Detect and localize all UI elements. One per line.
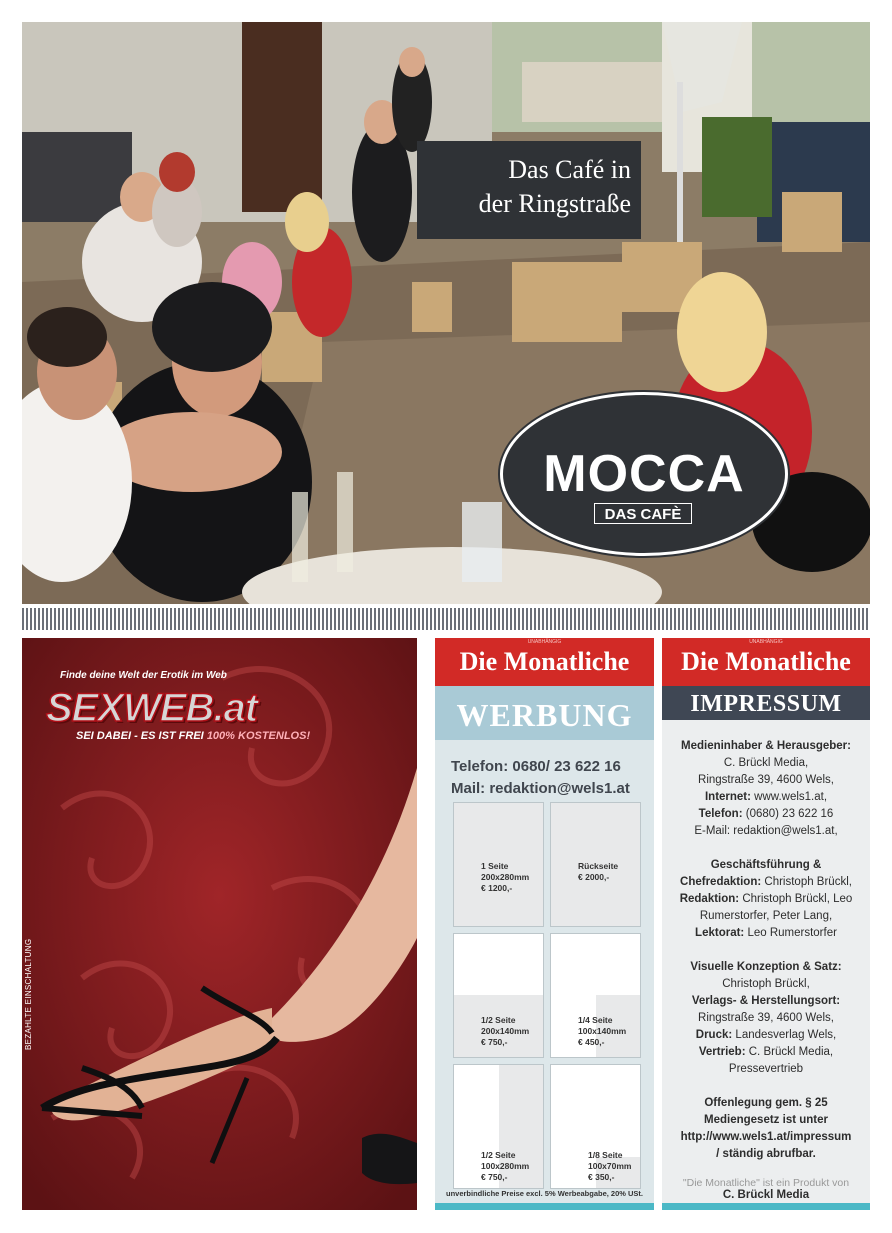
format-label [578,1015,626,1048]
mocca-logo [500,392,788,556]
format-size: 200x140mm [481,1026,530,1036]
cafe-caption-line1: Das Café in [508,155,631,184]
owner-value: C. Brückl Media, [723,757,809,769]
publisher-value: Ringstraße 39, 4600 Wels, [698,1012,834,1024]
werbung-contact [435,756,654,800]
impressum-owner-block [662,738,870,840]
design-label: Visuelle Konzeption & Satz: [690,961,842,973]
format-price: € 2000,- [578,872,610,882]
format-box-full-page [453,802,544,927]
disclosure-line-2: Mediengesetz ist unter [704,1114,828,1126]
format-price: € 1200,- [481,883,513,893]
cafe-caption-line2: der Ringstraße [478,189,631,218]
format-box-half-page-portrait [453,1064,544,1189]
werbung-footnote: unverbindliche Preise excl. 5% Werbeabgabe, 20% USt. [445,1189,644,1198]
impressum-management-block [662,857,870,942]
impressum-header-small: UNABHÄNGIG [749,639,783,645]
owner-label: Medieninhaber & Herausgeber: [681,740,851,752]
product-name: C. Brückl Media [722,1189,810,1201]
werbung-column [435,638,654,1210]
ad-logo[interactable]: SEXWEB.at [46,686,258,730]
impressum-column [662,638,870,1210]
format-size: 200x280mm [481,872,530,882]
werbung-header-small: UNABHÄNGIG [527,639,562,645]
ad-tagline: Finde deine Welt der Erotik im Web [60,670,227,681]
format-price: € 750,- [481,1172,508,1182]
disclosure-line-3[interactable]: http://www.wels1.at/impressum [680,1131,852,1143]
editorial-label: Redaktion: [679,893,740,905]
internet-label: Internet: [704,791,751,803]
format-box-half-page-landscape [453,933,544,1058]
management-label: Geschäftsführung & [710,859,822,871]
proof-value: Leo Rumerstorfer [747,927,837,939]
impressum-bottom-bar [662,1203,870,1210]
format-size: 100x70mm [588,1161,632,1171]
format-name: 1/4 Seite [578,1015,613,1025]
format-label [481,1015,529,1048]
werbung-subheader: WERBUNG [435,686,654,740]
editorial-value: Christoph Brückl, Leo [742,893,853,905]
werbung-header [435,638,654,686]
mocca-tagline: DAS CAFÈ [594,503,692,524]
format-name: 1 Seite [481,861,509,871]
email-line[interactable]: E-Mail: redaktion@wels1.at, [694,825,838,837]
impressum-subheader: IMPRESSUM [662,686,870,720]
ad-slogan-main: SEI DABEI - ES IST FREI [76,730,204,742]
ad-slogan [76,730,310,742]
format-box-quarter-page [550,933,641,1058]
format-price: € 350,- [588,1172,615,1182]
format-price: € 750,- [481,1037,508,1047]
print-value: Landesverlag Wels, [735,1029,837,1041]
mocca-brand: MOCCA [543,445,745,503]
format-label [481,861,529,894]
impressum-production-block [662,959,870,1078]
format-size: 100x140mm [578,1026,627,1036]
design-value: Christoph Brückl, [722,978,810,990]
impressum-disclosure-block [662,1095,870,1163]
internet-value[interactable]: www.wels1.at, [754,791,828,803]
striped-divider [22,608,870,630]
ad-side-note: BEZAHLTE EINSCHALTUNG [24,938,33,1050]
format-label [481,1150,529,1183]
distribution-label: Vertrieb: [698,1046,746,1058]
format-size: 100x280mm [481,1161,530,1171]
cafe-caption [417,141,641,239]
format-name: Rückseite [578,861,619,871]
disclosure-line-4: / ständig abrufbar. [716,1148,816,1160]
format-box-back-page [550,802,641,927]
proof-label: Lektorat: [695,927,745,939]
distribution-value-2: Pressevertrieb [728,1063,804,1075]
werbung-phone: Telefon: 0680/ 23 622 16 [451,758,621,775]
impressum-header-title: Die Monatliche [681,647,851,676]
werbung-mail[interactable]: Mail: redaktion@wels1.at [451,780,630,797]
werbung-header-title: Die Monatliche [459,647,630,676]
phone-label: Telefon: [698,808,743,820]
owner-address: Ringstraße 39, 4600 Wels, [698,774,834,786]
disclosure-line-1: Offenlegung gem. § 25 [704,1097,828,1109]
chief-label: Chefredaktion: [680,876,762,888]
format-box-eighth-page [550,1064,641,1189]
impressum-header [662,638,870,686]
format-name: 1/2 Seite [481,1150,516,1160]
product-note: "Die Monatliche" ist ein Produkt von [682,1177,850,1189]
print-label: Druck: [695,1029,733,1041]
publisher-label: Verlags- & Herstellungsort: [691,995,841,1007]
werbung-bottom-bar [435,1203,654,1210]
format-price: € 450,- [578,1037,605,1047]
ad-slogan-highlight: 100% KOSTENLOS! [206,730,311,742]
format-name: 1/2 Seite [481,1015,516,1025]
phone-value: (0680) 23 622 16 [745,808,834,820]
format-label [588,1150,631,1183]
distribution-value: C. Brückl Media, [748,1046,834,1058]
editorial-value-2: Rumerstorfer, Peter Lang, [699,910,833,922]
format-label [578,861,618,883]
format-name: 1/8 Seite [588,1150,623,1160]
chief-value: Christoph Brückl, [764,876,852,888]
